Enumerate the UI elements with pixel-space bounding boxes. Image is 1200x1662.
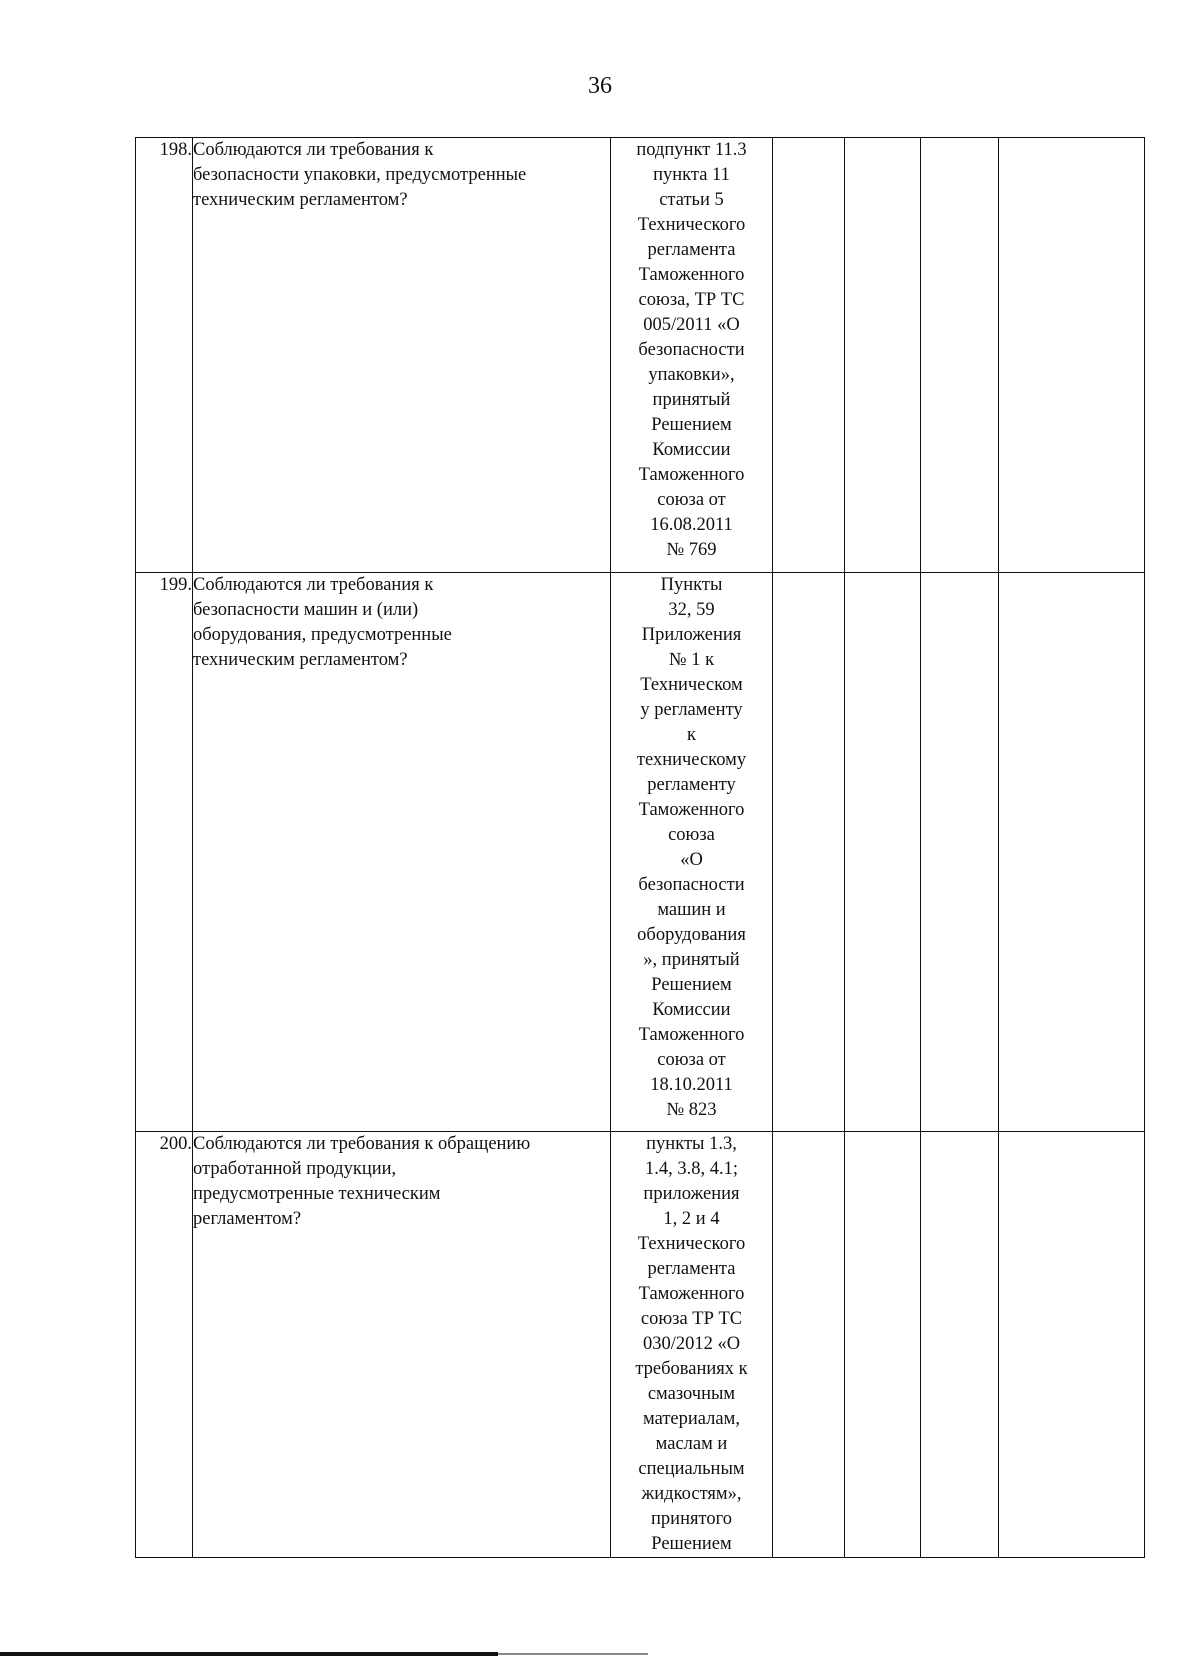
empty-answer-cell	[921, 573, 999, 1132]
row-number: 198.	[136, 138, 193, 573]
empty-answer-cell	[773, 138, 845, 573]
question-line: безопасности упаковки, предусмотренные	[193, 165, 527, 185]
reference-line: союза от	[657, 1050, 726, 1070]
reference-line: 16.08.2011	[650, 515, 733, 535]
question-line: безопасности машин и (или)	[193, 600, 419, 620]
row-number: 199.	[136, 573, 193, 1132]
empty-answer-cell	[773, 573, 845, 1132]
reference-line: приложения	[643, 1184, 740, 1204]
reference-line: техническому	[636, 750, 747, 770]
bottom-rule	[0, 1652, 498, 1656]
reference-line: Таможенного	[638, 465, 745, 485]
reference-line: Таможенного	[638, 265, 745, 285]
reference-line: 030/2012 «О	[642, 1334, 741, 1354]
reference-line: союза от	[657, 490, 726, 510]
question-line: предусмотренные техническим	[193, 1184, 441, 1204]
reference-line: «О	[680, 850, 703, 870]
reference-line: Пункты	[660, 575, 723, 595]
reference-line: подпункт 11.3	[636, 140, 747, 160]
reference-line: машин и	[657, 900, 726, 920]
question-line: Соблюдаются ли требования к	[193, 140, 434, 160]
reference-line: специальным	[638, 1459, 745, 1479]
reference-line: № 769	[666, 540, 717, 560]
reference-line: 1, 2 и 4	[663, 1209, 720, 1229]
reference-line: Решением	[651, 1534, 732, 1554]
empty-answer-cell	[921, 1132, 999, 1558]
empty-answer-cell	[921, 138, 999, 573]
question-line: Соблюдаются ли требования к обращению	[193, 1134, 531, 1154]
empty-answer-cell	[999, 1132, 1145, 1558]
reference-cell	[611, 1132, 773, 1558]
reference-line: 18.10.2011	[650, 1075, 733, 1095]
empty-answer-cell	[999, 138, 1145, 573]
bottom-rule-faint	[498, 1653, 648, 1655]
empty-answer-cell	[845, 1132, 921, 1558]
reference-line: регламента	[647, 1259, 736, 1279]
reference-line: союза, ТР ТС	[638, 290, 745, 310]
reference-line: Приложения	[641, 625, 742, 645]
question-line: отработанной продукции,	[193, 1159, 397, 1179]
question-line: Соблюдаются ли требования к	[193, 575, 434, 595]
reference-line: к	[687, 725, 696, 745]
reference-line: Таможенного	[638, 1025, 745, 1045]
page-number: 36	[588, 73, 612, 99]
reference-line: пункты 1.3,	[646, 1134, 737, 1154]
question-line: техническим регламентом?	[193, 190, 408, 210]
question-cell	[193, 138, 611, 573]
reference-line: смазочным	[647, 1384, 736, 1404]
reference-line: Таможенного	[638, 800, 745, 820]
reference-line: Таможенного	[638, 1284, 745, 1304]
table-row	[136, 1132, 1145, 1558]
reference-line: у регламенту	[640, 700, 743, 720]
reference-line: Технического	[637, 1234, 746, 1254]
reference-line: № 1 к	[668, 650, 715, 670]
row-number: 200.	[136, 1132, 193, 1558]
empty-answer-cell	[999, 573, 1145, 1132]
reference-line: Комиссии	[652, 1000, 731, 1020]
empty-answer-cell	[845, 138, 921, 573]
checklist-table	[135, 137, 1145, 1558]
reference-line: маслам и	[655, 1434, 728, 1454]
empty-answer-cell	[845, 573, 921, 1132]
reference-cell	[611, 138, 773, 573]
question-cell	[193, 1132, 611, 1558]
reference-line: безопасности	[638, 875, 745, 895]
reference-line: союза ТР ТС	[640, 1309, 743, 1329]
reference-line: № 823	[666, 1100, 717, 1120]
reference-line: », принятый	[643, 950, 740, 970]
reference-cell	[611, 573, 773, 1132]
reference-line: жидкостям»,	[641, 1484, 742, 1504]
reference-line: пункта 11	[653, 165, 730, 185]
reference-line: союза	[668, 825, 715, 845]
empty-answer-cell	[773, 1132, 845, 1558]
reference-line: Технического	[637, 215, 746, 235]
reference-line: материалам,	[643, 1409, 740, 1429]
reference-line: принятого	[651, 1509, 732, 1529]
reference-line: 005/2011 «О	[643, 315, 740, 335]
reference-line: регламента	[647, 240, 736, 260]
table-row	[136, 573, 1145, 1132]
question-line: регламентом?	[193, 1209, 302, 1229]
reference-line: Решением	[651, 975, 732, 995]
reference-line: Комиссии	[652, 440, 731, 460]
question-line: оборудования, предусмотренные	[193, 625, 452, 645]
question-cell	[193, 573, 611, 1132]
reference-line: упаковки»,	[648, 365, 735, 385]
reference-line: Решением	[651, 415, 732, 435]
reference-line: Техническом	[640, 675, 743, 695]
reference-line: требованиях к	[635, 1359, 748, 1379]
question-line: техническим регламентом?	[193, 650, 408, 670]
reference-line: 32, 59	[668, 600, 715, 620]
reference-line: 1.4, 3.8, 4.1;	[644, 1159, 738, 1179]
table-row	[136, 138, 1145, 573]
reference-line: безопасности	[638, 340, 745, 360]
reference-line: принятый	[652, 390, 731, 410]
reference-line: статьи 5	[659, 190, 724, 210]
reference-line: регламенту	[647, 775, 736, 795]
reference-line: оборудования	[637, 925, 746, 945]
